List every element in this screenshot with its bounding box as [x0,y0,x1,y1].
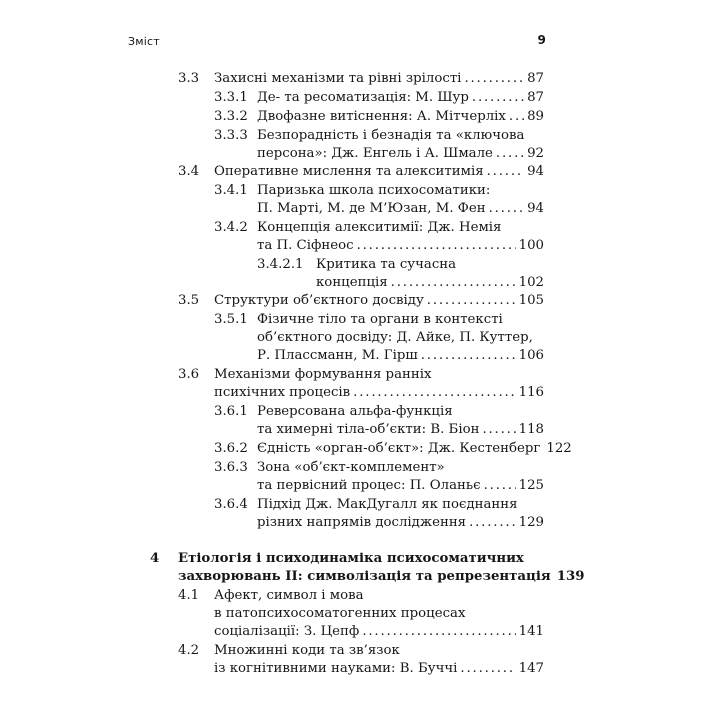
toc-entry-line [257,237,544,255]
toc-leader-dots [357,237,516,255]
toc-entry-line [257,347,544,365]
toc-entry-line [257,514,544,532]
toc-entry-number: 3.6.3 [214,460,248,475]
toc-entry-page: 94 [527,164,544,179]
toc-entry-page: 87 [527,71,544,86]
toc-entry-title: Зона «об’єкт-комплемент» [257,460,445,475]
toc-entry-title: Множинні коди та зв’язок [214,643,400,658]
toc-entry-page: 129 [518,515,544,530]
toc-leader-dots [391,274,516,292]
toc-entry-page: 118 [518,422,544,437]
toc-entry-number: 3.4.2.1 [257,257,304,272]
toc-entry-number: 3.4 [178,164,200,179]
toc-entry-title: із когнітивними науками: В. Буччі [214,661,458,676]
toc-entry-title: Де- та ресоматизація: М. Шур [257,90,469,105]
toc-entry-line [214,660,544,678]
toc-entry-title: персона»: Дж. Енгель і А. Шмале [257,146,493,161]
toc-leader-dots [353,384,515,402]
toc-entry-number: 3.3.1 [214,90,248,105]
toc-entry-number: 4.2 [178,643,200,658]
toc-leader-dots [464,70,524,88]
toc-leader-dots [487,163,524,181]
toc-chapter-number: 4 [150,551,160,566]
toc-entry-line [257,477,544,495]
toc-entry-page: 125 [518,478,544,493]
toc-entry-title: Критика та сучасна [316,257,457,272]
toc-entry-line [214,163,544,181]
toc-entry-number: 3.6.4 [214,497,248,512]
toc-entry-line [214,70,544,88]
toc-entry-title: Афект, символ і мова [214,588,364,603]
toc-entry-title: Підхід Дж. МакДугалл як поєднання [257,497,518,512]
toc-leader-dots [472,89,524,107]
toc-entry-page: 89 [527,109,544,124]
toc-entry-page: 94 [527,201,544,216]
toc-entry-title: Єдність «орган-об’єкт»: Дж. Кестенберг [257,441,541,456]
toc-chapter-title: захворювань II: символізація та репрезентація [178,569,551,584]
toc-entry-title: П. Марті, М. де М’Юзан, М. Фен [257,201,486,216]
toc-entry-page: 102 [518,275,544,290]
toc-entry-line [178,568,585,586]
toc-entry-line [257,108,544,126]
toc-leader-dots [427,292,516,310]
toc-entry-line [257,421,544,439]
toc-entry-line [257,440,572,458]
toc-leader-dots [362,623,515,641]
toc-entry-title: та первісний процес: П. Оланьє [257,478,481,493]
toc-entry-page: 122 [546,441,572,456]
toc-entry-number: 3.6.2 [214,441,248,456]
toc-entry-title: Паризька школа психосоматики: [257,183,491,198]
toc-entry-line [257,89,544,107]
running-header-section: Зміст [128,35,160,48]
toc-entry-page: 116 [518,385,544,400]
toc-entry-title: Оперативне мислення та алекситимія [214,164,484,179]
toc-leader-dots [509,108,524,126]
toc-entry-number: 3.3.3 [214,128,248,143]
toc-entry-title: Двофазне витіснення: А. Мітчерліх [257,109,506,124]
toc-entry-title: психічних процесів [214,385,351,400]
toc-entry-page: 100 [518,238,544,253]
toc-entry-line [257,200,544,218]
toc-leader-dots [484,477,516,495]
toc-entry-title: концепція [316,275,388,290]
toc-entry-number: 3.4.2 [214,220,248,235]
toc-entry-page: 106 [518,348,544,363]
toc-entry-page: 139 [556,569,585,584]
toc-entry-line [214,384,544,402]
toc-entry-number: 3.6.1 [214,404,248,419]
toc-entry-title: соціалізації: З. Цепф [214,624,360,639]
toc-entry-title: Механізми формування ранніх [214,367,432,382]
toc-entry-title: в патопсихосоматогенних процесах [214,606,466,621]
toc-entry-title: різних напрямів дослідження [257,515,467,530]
running-header-page-number: 9 [537,33,546,47]
toc-entry-title: Реверсована альфа-функція [257,404,453,419]
toc-leader-dots [489,200,525,218]
toc-entry-title: та П. Сіфнеос [257,238,354,253]
toc-entry-number: 3.3 [178,71,200,86]
toc-entry-page: 147 [518,661,544,676]
toc-leader-dots [496,145,524,163]
toc-entry-page: 105 [518,293,544,308]
toc-entry-page: 141 [518,624,544,639]
toc-entry-line [214,292,544,310]
toc-entry-title: Концепція алекситимії: Дж. Немія [257,220,502,235]
toc-entry-title: Фізичне тіло та органи в контексті [257,312,503,327]
toc-entry-page: 87 [527,90,544,105]
toc-entry-title: Безпорадність і безнадія та «ключова [257,128,525,143]
toc-entry-title: Структури об’єктного досвіду [214,293,424,308]
toc-leader-dots [469,514,516,532]
toc-entry-number: 3.3.2 [214,109,248,124]
toc-leader-dots [421,347,516,365]
toc-entry-title: Захисні механізми та рівні зрілості [214,71,462,86]
toc-chapter-title: Етіологія і психодинаміка психосоматичних [178,551,524,566]
toc-entry-number: 3.6 [178,367,200,382]
toc-entry-number: 4.1 [178,588,200,603]
toc-entry-number: 3.4.1 [214,183,248,198]
toc-entry-page: 92 [527,146,544,161]
toc-entry-number: 3.5 [178,293,200,308]
toc-entry-line [257,145,544,163]
toc-leader-dots [482,421,515,439]
toc-entry-number: 3.5.1 [214,312,248,327]
toc-entry-title: об’єктного досвіду: Д. Айке, П. Куттер, [257,330,533,345]
toc-leader-dots [460,660,515,678]
toc-entry-title: Р. Плассманн, М. Гірш [257,348,418,363]
toc-entry-line [214,623,544,641]
toc-entry-title: та химерні тіла-об’єкти: В. Біон [257,422,480,437]
toc-entry-line [316,274,544,292]
